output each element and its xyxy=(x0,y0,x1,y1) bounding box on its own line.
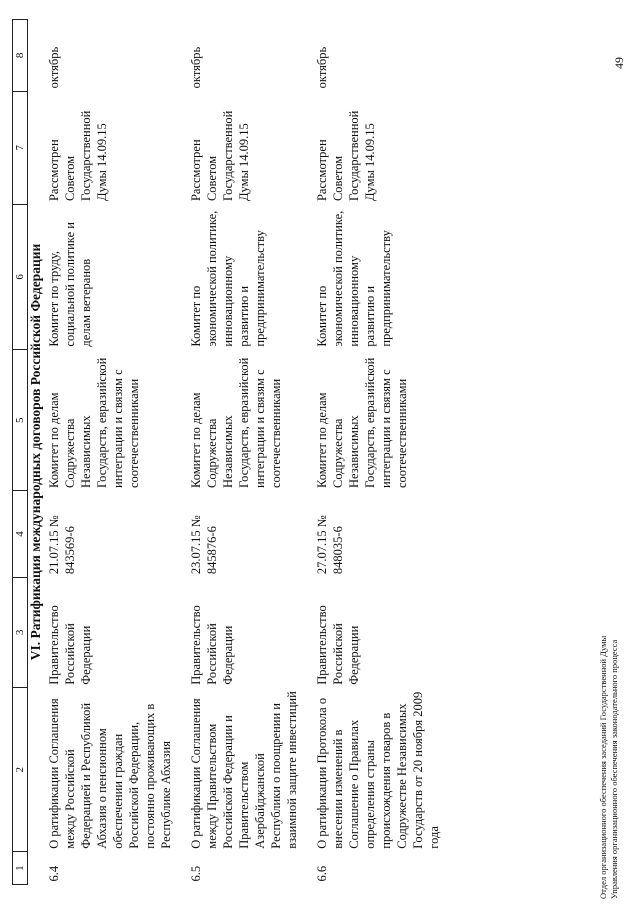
column-number-header xyxy=(13,20,28,885)
bill-initiator: Правительство Российской Федерации xyxy=(315,605,361,685)
registration-info: 21.07.15 № 843569-6 xyxy=(47,515,77,575)
registration-info: 27.07.15 № 848035-6 xyxy=(315,515,345,575)
bill-initiator: Правительство Российской Федерации xyxy=(47,605,93,685)
planned-month: октябрь xyxy=(47,46,61,89)
page-number: 49 xyxy=(612,57,626,69)
col-header-4: 4 xyxy=(13,491,28,577)
col-header-3: 3 xyxy=(13,577,28,688)
responsible-committee: Комитет по делам Содружества Независимых Государств, евразийской интеграции и связям с соотечественниками xyxy=(47,357,141,488)
review-status: Рассмотрен Советом Государственной Думы 14.09.15 xyxy=(189,110,251,202)
table-row xyxy=(186,20,312,885)
table-row xyxy=(312,20,454,885)
legislation-plan-table xyxy=(12,19,454,885)
responsible-committee: Комитет по делам Содружества Независимых Государств, евразийской интеграции и связям с соотечественниками xyxy=(189,357,283,488)
bill-title: О ратификации Соглашения между Российской Федерацией и Республикой Абхазия о пенсионном обеспечении граждан Российской Федерации, постоянно проживающих в Республике Абхазия xyxy=(47,698,173,849)
bill-title: О ратификации Соглашения между Правительством Российской Федерации и Правительством Азербайджанской Республики о поощрении и взаимной защите инвестиций xyxy=(189,691,299,849)
section-heading-row xyxy=(28,20,45,885)
review-status: Рассмотрен Советом Государственной Думы 14.09.15 xyxy=(315,110,377,202)
co-committee: Комитет по труду, социальной политике и делам ветеранов xyxy=(47,222,93,347)
footer-line-department: Отдел организационного обеспечения заседаний Государственной Думы xyxy=(598,635,608,899)
co-committee: Комитет по экономической политике, инновационному развитию и предпринимательству xyxy=(315,210,393,347)
col-header-5: 5 xyxy=(13,350,28,491)
section-title: VI. Ратификация международных договоров Российской Федерации xyxy=(28,243,43,661)
planned-month: октябрь xyxy=(315,46,329,89)
review-status: Рассмотрен Советом Государственной Думы 14.09.15 xyxy=(47,110,109,202)
row-number: 6.4 xyxy=(47,865,61,882)
co-committee: Комитет по экономической политике, инновационному развитию и предпринимательству xyxy=(189,210,267,347)
footer-line-directorate: Управления организационного обеспечения законодательного процесса xyxy=(609,639,619,899)
page-footer xyxy=(598,636,620,899)
bill-initiator: Правительство Российской Федерации xyxy=(189,605,235,685)
bill-title: О ратификации Протокола о внесении изменений в Соглашение о Правилах определения страны происхождения товаров в Содружестве Независимых Государств от 20 ноября 2009 года xyxy=(315,691,441,849)
col-header-8: 8 xyxy=(13,20,28,92)
col-header-1: 1 xyxy=(13,852,28,885)
col-header-7: 7 xyxy=(13,91,28,204)
col-header-6: 6 xyxy=(13,204,28,350)
planned-month: октябрь xyxy=(189,46,203,89)
responsible-committee: Комитет по делам Содружества Независимых Государств, евразийской интеграции и связям с соотечественниками xyxy=(315,357,409,488)
row-number: 6.6 xyxy=(315,865,329,882)
table-row xyxy=(44,20,186,885)
row-number: 6.5 xyxy=(189,865,203,882)
col-header-2: 2 xyxy=(13,688,28,852)
registration-info: 23.07.15 № 845876-6 xyxy=(189,515,219,575)
